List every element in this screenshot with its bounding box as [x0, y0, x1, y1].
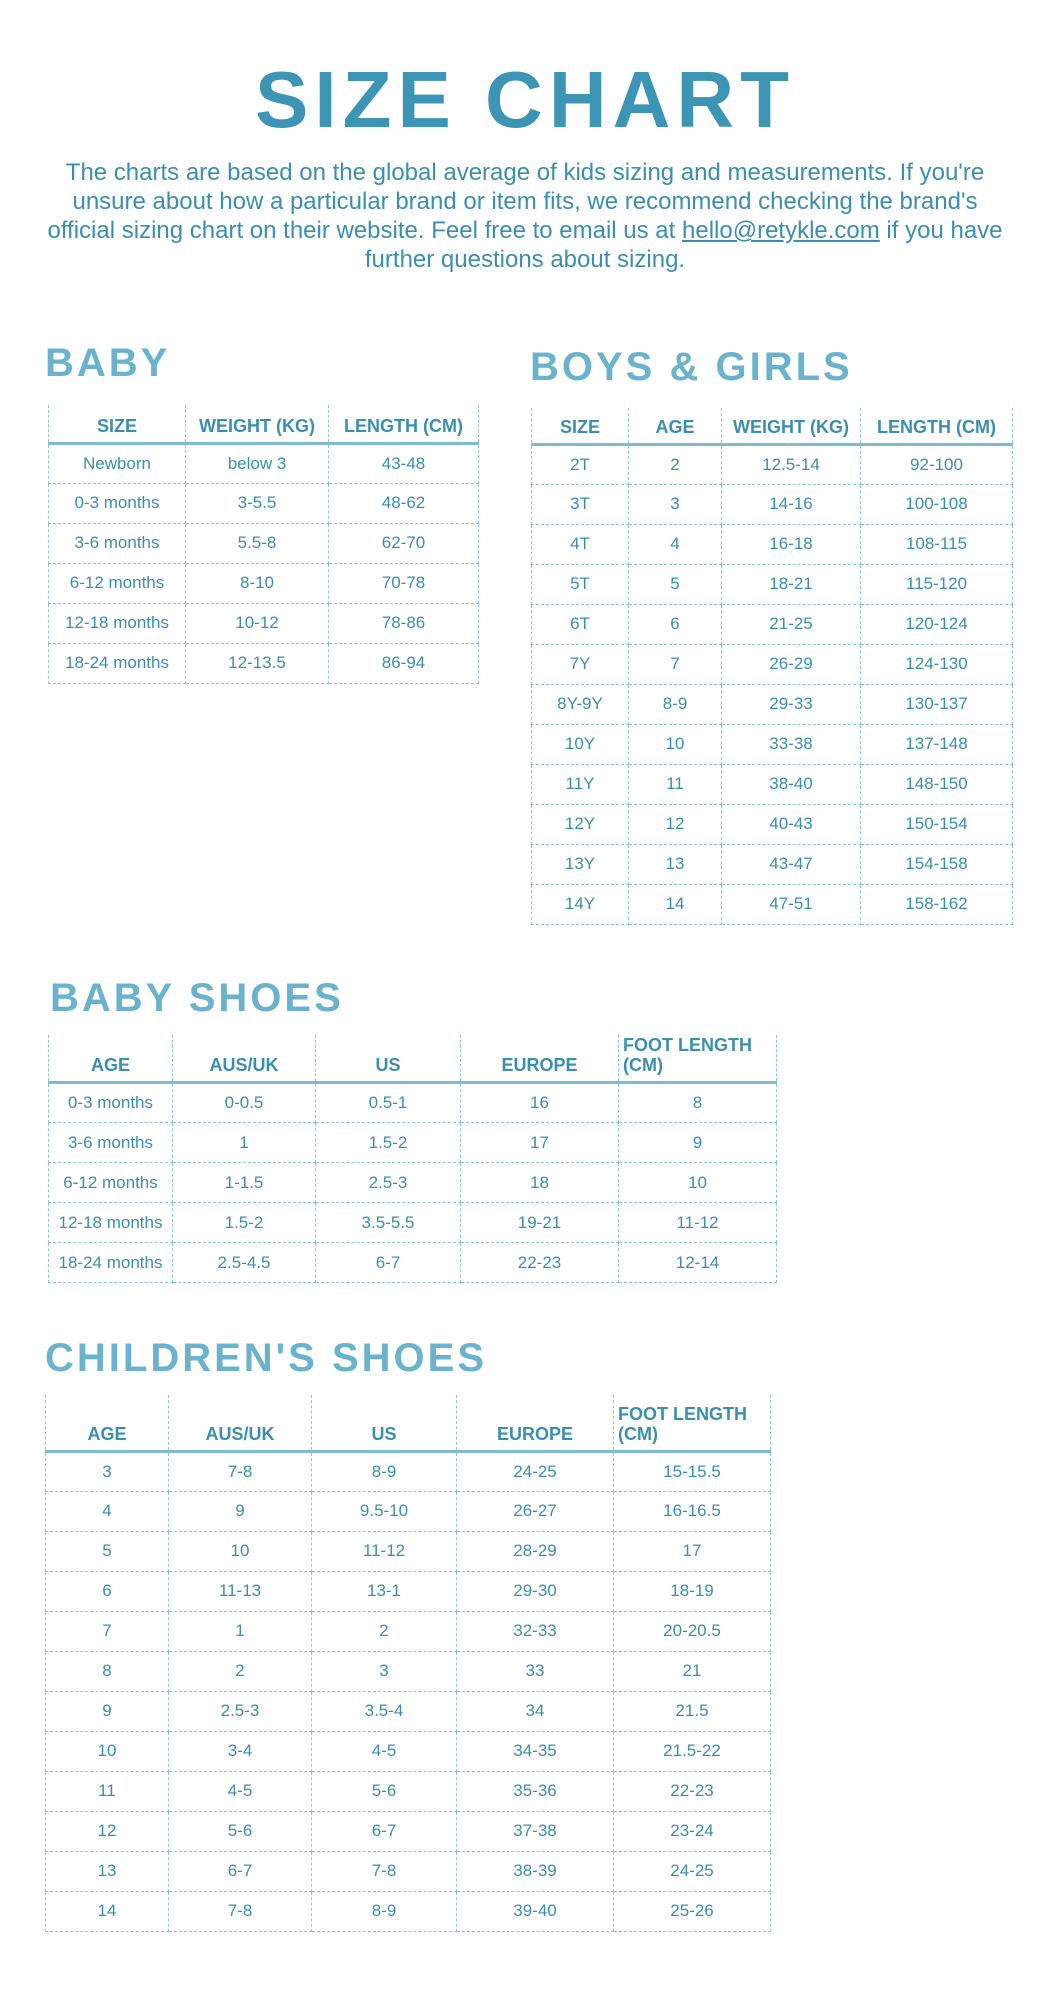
table-cell: 20-20.5: [614, 1611, 771, 1651]
table-cell: 43-47: [722, 844, 861, 884]
table-cell: 26-27: [457, 1491, 614, 1531]
table-cell: 7: [46, 1611, 169, 1651]
table-cell: 12-18 months: [49, 1203, 173, 1243]
table-cell: 130-137: [861, 684, 1013, 724]
table-cell: 33-38: [722, 724, 861, 764]
table-cell: 12-13.5: [186, 643, 329, 683]
table-cell: 18: [461, 1163, 619, 1203]
column-header: WEIGHT (KG): [722, 408, 861, 444]
table-cell: 5.5-8: [186, 523, 329, 563]
table-row: [46, 1771, 771, 1811]
table-cell: 10: [619, 1163, 777, 1203]
table-cell: 7Y: [532, 644, 629, 684]
table-cell: 18-24 months: [49, 1243, 173, 1283]
table-cell: 4T: [532, 524, 629, 564]
table-cell: 14Y: [532, 884, 629, 924]
table-cell: 12: [46, 1811, 169, 1851]
table-cell: 11-12: [619, 1203, 777, 1243]
table-cell: 4: [46, 1491, 169, 1531]
table-cell: 3-4: [169, 1731, 312, 1771]
table-cell: 3T: [532, 484, 629, 524]
table-cell: 92-100: [861, 444, 1013, 484]
table-row: [46, 1531, 771, 1571]
table-cell: 5-6: [312, 1771, 457, 1811]
table-cell: 47-51: [722, 884, 861, 924]
table-cell: 7-8: [312, 1851, 457, 1891]
column-header: WEIGHT (KG): [186, 405, 329, 443]
table-row: [532, 724, 1013, 764]
table-cell: 37-38: [457, 1811, 614, 1851]
section-title-boys-girls: BOYS & GIRLS: [530, 345, 853, 389]
table-row: [49, 1123, 777, 1163]
table-cell: 11: [629, 764, 722, 804]
table-cell: 13-1: [312, 1571, 457, 1611]
table-cell: 25-26: [614, 1891, 771, 1931]
column-header: US: [312, 1395, 457, 1451]
table-row: [532, 764, 1013, 804]
table-cell: 6: [46, 1571, 169, 1611]
table-cell: 3.5-4: [312, 1691, 457, 1731]
table-cell: 3: [46, 1451, 169, 1491]
column-header: AUS/UK: [173, 1035, 316, 1083]
table-cell: 13: [46, 1851, 169, 1891]
column-header: AGE: [46, 1395, 169, 1451]
table-cell: 14: [629, 884, 722, 924]
table-cell: 0.5-1: [316, 1083, 461, 1123]
table-cell: 8Y-9Y: [532, 684, 629, 724]
table-row: [532, 444, 1013, 484]
baby-shoes-size-table: [48, 1035, 777, 1283]
table-cell: 70-78: [329, 563, 479, 603]
table-cell: 18-24 months: [49, 643, 186, 683]
table-cell: 120-124: [861, 604, 1013, 644]
table-cell: 9.5-10: [312, 1491, 457, 1531]
table-cell: 8: [619, 1083, 777, 1123]
table-row: [46, 1491, 771, 1531]
table-cell: 9: [619, 1123, 777, 1163]
table-cell: 22-23: [461, 1243, 619, 1283]
table-cell: 137-148: [861, 724, 1013, 764]
column-header: AUS/UK: [169, 1395, 312, 1451]
table-cell: 6T: [532, 604, 629, 644]
table-cell: 32-33: [457, 1611, 614, 1651]
table-cell: 0-3 months: [49, 1083, 173, 1123]
table-row: [46, 1451, 771, 1491]
table-row: [46, 1651, 771, 1691]
table-cell: 1: [169, 1611, 312, 1651]
table-cell: 13: [629, 844, 722, 884]
column-header: US: [316, 1035, 461, 1083]
table-cell: 22-23: [614, 1771, 771, 1811]
table-cell: 40-43: [722, 804, 861, 844]
table-row: [532, 804, 1013, 844]
table-cell: 11-12: [312, 1531, 457, 1571]
table-row: [49, 523, 479, 563]
baby-size-table: [48, 405, 479, 684]
table-cell: 14: [46, 1891, 169, 1931]
table-row: [532, 684, 1013, 724]
table-cell: 1.5-2: [173, 1203, 316, 1243]
table-cell: 62-70: [329, 523, 479, 563]
table-cell: 115-120: [861, 564, 1013, 604]
table-cell: 2.5-4.5: [173, 1243, 316, 1283]
column-header: SIZE: [532, 408, 629, 444]
table-cell: 12.5-14: [722, 444, 861, 484]
table-cell: 38-40: [722, 764, 861, 804]
table-cell: 3-5.5: [186, 483, 329, 523]
table-cell: 38-39: [457, 1851, 614, 1891]
table-cell: Newborn: [49, 443, 186, 483]
table-cell: 150-154: [861, 804, 1013, 844]
intro-text-end: if you have further questions about sizing.: [364, 217, 1003, 273]
table-cell: 5: [629, 564, 722, 604]
table-row: [532, 644, 1013, 684]
table-cell: 17: [461, 1123, 619, 1163]
section-title-baby-shoes: BABY SHOES: [50, 976, 344, 1020]
table-cell: 16-18: [722, 524, 861, 564]
table-cell: 29-33: [722, 684, 861, 724]
page-title: SIZE CHART: [255, 55, 795, 144]
column-header: FOOT LENGTH (CM): [619, 1035, 777, 1083]
table-cell: 154-158: [861, 844, 1013, 884]
table-cell: 4-5: [312, 1731, 457, 1771]
table-row: [49, 563, 479, 603]
table-row: [532, 884, 1013, 924]
table-header-row: [532, 408, 1013, 444]
table-cell: 34: [457, 1691, 614, 1731]
table-cell: 28-29: [457, 1531, 614, 1571]
table-cell: 12-18 months: [49, 603, 186, 643]
intro-text-start: The charts are based on the global average of kids sizing and measurements. If you're unsure about how a particular brand or item fits, we recommend checking the brand's official sizing chart on their website. Feel free to email us at: [47, 159, 985, 244]
table-row: [46, 1891, 771, 1931]
table-cell: 7-8: [169, 1891, 312, 1931]
table-cell: 6-12 months: [49, 1163, 173, 1203]
table-cell: 8-10: [186, 563, 329, 603]
table-cell: 21.5: [614, 1691, 771, 1731]
table-cell: 3: [629, 484, 722, 524]
column-header: SIZE: [49, 405, 186, 443]
table-row: [49, 1243, 777, 1283]
table-cell: 24-25: [457, 1451, 614, 1491]
table-cell: 21.5-22: [614, 1731, 771, 1771]
table-row: [49, 1083, 777, 1123]
table-row: [49, 603, 479, 643]
table-cell: 17: [614, 1531, 771, 1571]
table-row: [49, 643, 479, 683]
table-cell: 2: [629, 444, 722, 484]
table-cell: 0-3 months: [49, 483, 186, 523]
table-cell: 8-9: [312, 1451, 457, 1491]
table-cell: 3: [312, 1651, 457, 1691]
table-cell: 2: [169, 1651, 312, 1691]
table-row: [46, 1731, 771, 1771]
table-cell: 10-12: [186, 603, 329, 643]
table-cell: 1-1.5: [173, 1163, 316, 1203]
table-cell: 34-35: [457, 1731, 614, 1771]
table-row: [532, 524, 1013, 564]
table-cell: 3-6 months: [49, 1123, 173, 1163]
table-cell: 5T: [532, 564, 629, 604]
table-cell: 16: [461, 1083, 619, 1123]
table-cell: 21-25: [722, 604, 861, 644]
table-cell: 12-14: [619, 1243, 777, 1283]
table-cell: 3.5-5.5: [316, 1203, 461, 1243]
column-header: FOOT LENGTH (CM): [614, 1395, 771, 1451]
table-row: [46, 1571, 771, 1611]
table-cell: 19-21: [461, 1203, 619, 1243]
table-cell: 14-16: [722, 484, 861, 524]
table-cell: 11Y: [532, 764, 629, 804]
childrens-shoes-size-table: [45, 1395, 771, 1932]
table-cell: 8: [46, 1651, 169, 1691]
table-cell: 11-13: [169, 1571, 312, 1611]
table-cell: 9: [46, 1691, 169, 1731]
table-cell: 18-21: [722, 564, 861, 604]
table-row: [49, 483, 479, 523]
table-header-row: [49, 405, 479, 443]
table-cell: 10: [169, 1531, 312, 1571]
section-title-baby: BABY: [45, 341, 171, 385]
table-row: [46, 1691, 771, 1731]
table-cell: 21: [614, 1651, 771, 1691]
table-cell: 10: [46, 1731, 169, 1771]
table-cell: 12Y: [532, 804, 629, 844]
table-row: [46, 1851, 771, 1891]
table-cell: 158-162: [861, 884, 1013, 924]
table-cell: 33: [457, 1651, 614, 1691]
table-cell: 108-115: [861, 524, 1013, 564]
table-cell: 18-19: [614, 1571, 771, 1611]
table-row: [49, 1203, 777, 1243]
table-cell: 2.5-3: [169, 1691, 312, 1731]
table-cell: 6-7: [169, 1851, 312, 1891]
table-cell: below 3: [186, 443, 329, 483]
table-cell: 148-150: [861, 764, 1013, 804]
table-cell: 4-5: [169, 1771, 312, 1811]
column-header: LENGTH (CM): [329, 405, 479, 443]
table-row: [49, 1163, 777, 1203]
table-cell: 26-29: [722, 644, 861, 684]
table-cell: 1: [173, 1123, 316, 1163]
table-cell: 100-108: [861, 484, 1013, 524]
table-row: [49, 443, 479, 483]
table-cell: 1.5-2: [316, 1123, 461, 1163]
table-cell: 4: [629, 524, 722, 564]
table-header-row: [46, 1395, 771, 1451]
table-cell: 35-36: [457, 1771, 614, 1811]
column-header: AGE: [629, 408, 722, 444]
table-cell: 86-94: [329, 643, 479, 683]
column-header: LENGTH (CM): [861, 408, 1013, 444]
intro-text: [40, 158, 1010, 274]
table-cell: 8-9: [629, 684, 722, 724]
table-cell: 124-130: [861, 644, 1013, 684]
table-cell: 10: [629, 724, 722, 764]
table-cell: 6-7: [316, 1243, 461, 1283]
table-cell: 5: [46, 1531, 169, 1571]
table-cell: 3-6 months: [49, 523, 186, 563]
table-row: [46, 1611, 771, 1651]
column-header: EUROPE: [461, 1035, 619, 1083]
table-cell: 6-7: [312, 1811, 457, 1851]
table-cell: 5-6: [169, 1811, 312, 1851]
table-header-row: [49, 1035, 777, 1083]
table-row: [532, 564, 1013, 604]
table-row: [532, 604, 1013, 644]
table-cell: 2T: [532, 444, 629, 484]
table-cell: 39-40: [457, 1891, 614, 1931]
table-cell: 78-86: [329, 603, 479, 643]
table-row: [46, 1811, 771, 1851]
table-cell: 9: [169, 1491, 312, 1531]
table-cell: 12: [629, 804, 722, 844]
table-cell: 43-48: [329, 443, 479, 483]
table-cell: 11: [46, 1771, 169, 1811]
table-cell: 23-24: [614, 1811, 771, 1851]
table-cell: 0-0.5: [173, 1083, 316, 1123]
table-cell: 13Y: [532, 844, 629, 884]
table-row: [532, 844, 1013, 884]
table-cell: 7-8: [169, 1451, 312, 1491]
table-cell: 6-12 months: [49, 563, 186, 603]
table-cell: 7: [629, 644, 722, 684]
table-cell: 6: [629, 604, 722, 644]
table-row: [532, 484, 1013, 524]
table-cell: 24-25: [614, 1851, 771, 1891]
section-title-childrens-shoes: CHILDREN'S SHOES: [45, 1336, 488, 1380]
boys-girls-size-table: [531, 408, 1013, 925]
table-cell: 2: [312, 1611, 457, 1651]
table-cell: 29-30: [457, 1571, 614, 1611]
column-header: EUROPE: [457, 1395, 614, 1451]
table-cell: 10Y: [532, 724, 629, 764]
table-cell: 16-16.5: [614, 1491, 771, 1531]
table-cell: 8-9: [312, 1891, 457, 1931]
email-link[interactable]: hello@retykle.com: [682, 217, 880, 244]
table-cell: 48-62: [329, 483, 479, 523]
column-header: AGE: [49, 1035, 173, 1083]
table-cell: 2.5-3: [316, 1163, 461, 1203]
table-cell: 15-15.5: [614, 1451, 771, 1491]
